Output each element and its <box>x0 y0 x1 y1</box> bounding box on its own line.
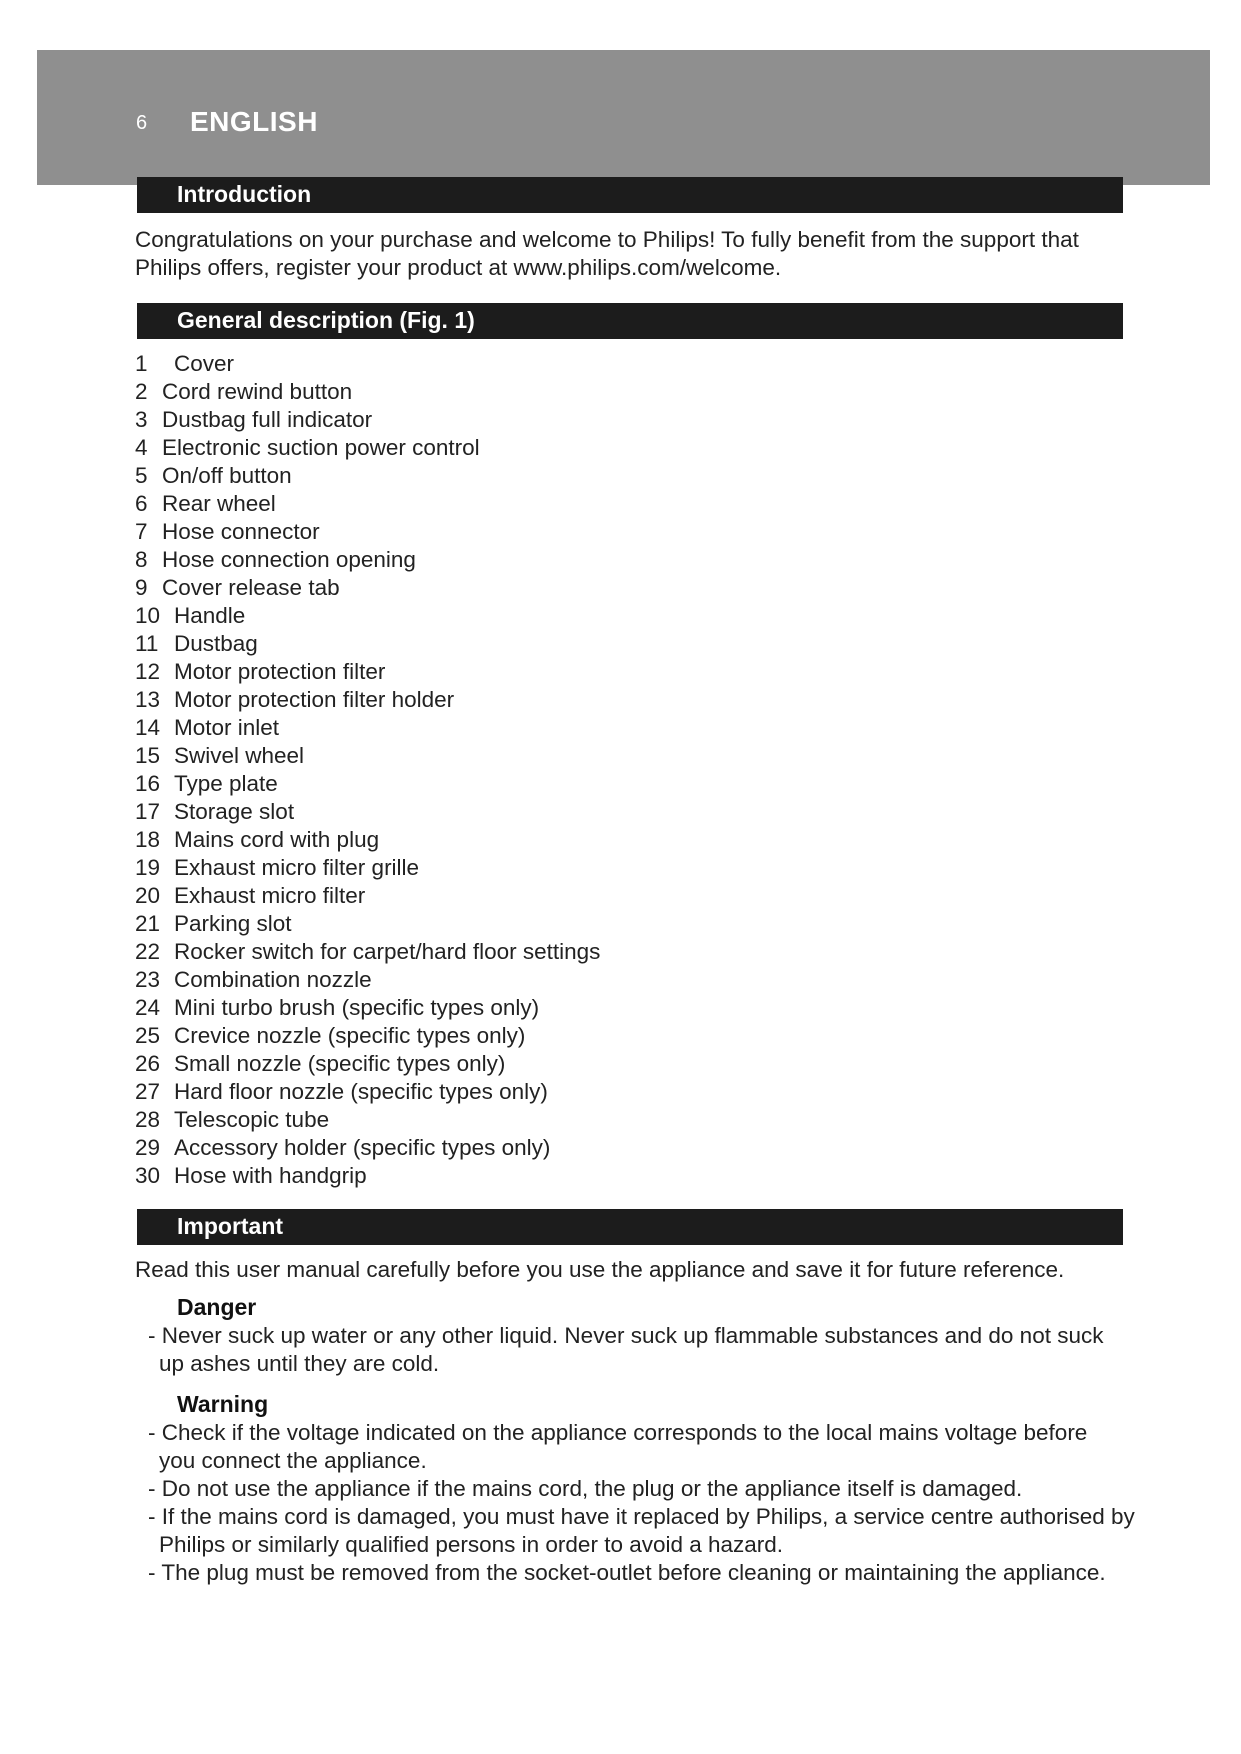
list-item-number: 26 <box>135 1051 161 1076</box>
warning-bullet-3-line-2: Philips or similarly qualified persons in order to avoid a hazard. <box>159 1532 784 1557</box>
parts-list <box>135 350 600 1190</box>
list-item-number: 14 <box>135 715 161 740</box>
list-item <box>135 1022 600 1050</box>
list-item-label: Motor protection filter <box>174 659 386 684</box>
list-item <box>135 798 600 826</box>
list-item-label: Motor protection filter holder <box>174 687 455 712</box>
list-item-number: 4 <box>135 435 148 460</box>
list-item-number: 12 <box>135 659 161 684</box>
list-item-label: Hose with handgrip <box>174 1163 367 1188</box>
warning-bullet-1 <box>148 1419 1145 1475</box>
list-item-label: Dustbag <box>174 631 258 656</box>
list-item-label: Telescopic tube <box>174 1107 330 1132</box>
list-item <box>135 378 600 406</box>
list-item <box>135 1134 600 1162</box>
list-item-number: 18 <box>135 827 161 852</box>
list-item-number: 15 <box>135 743 161 768</box>
list-item-number: 10 <box>135 603 161 628</box>
list-item-label: Storage slot <box>174 799 295 824</box>
list-item <box>135 854 600 882</box>
danger-bullet-line-2: up ashes until they are cold. <box>159 1351 440 1376</box>
list-item-number: 11 <box>135 631 159 656</box>
list-item-label: On/off button <box>162 463 292 488</box>
page-number: 6 <box>136 112 148 134</box>
list-item <box>135 462 600 490</box>
warning-bullet-3-line-1: - If the mains cord is damaged, you must have it replaced by Philips, a service centre authorised by <box>148 1504 1135 1529</box>
list-item-label: Small nozzle (specific types only) <box>174 1051 506 1076</box>
list-item-label: Crevice nozzle (specific types only) <box>174 1023 526 1048</box>
list-item-label: Hose connector <box>162 519 320 544</box>
list-item <box>135 882 600 910</box>
list-item-label: Exhaust micro filter <box>174 883 366 908</box>
danger-heading: Danger <box>177 1294 257 1320</box>
list-item <box>135 574 600 602</box>
list-item-label: Dustbag full indicator <box>162 407 373 432</box>
list-item-label: Accessory holder (specific types only) <box>174 1135 551 1160</box>
danger-bullet-line-1: - Never suck up water or any other liquid. Never suck up flammable substances and do not suck <box>148 1323 1104 1348</box>
list-item-label: Parking slot <box>174 911 292 936</box>
list-item-label: Hard floor nozzle (specific types only) <box>174 1079 548 1104</box>
list-item <box>135 742 600 770</box>
warning-bullet-3 <box>148 1503 1145 1559</box>
list-item-label: Hose connection opening <box>162 547 416 572</box>
list-item-number: 9 <box>135 575 148 600</box>
list-item-number: 21 <box>135 911 161 936</box>
list-item-number: 5 <box>135 463 148 488</box>
list-item <box>135 938 600 966</box>
list-item <box>135 518 600 546</box>
danger-bullet <box>148 1322 1145 1378</box>
list-item-number: 28 <box>135 1107 161 1132</box>
list-item-label: Exhaust micro filter grille <box>174 855 420 880</box>
list-item-number: 19 <box>135 855 161 880</box>
list-item-label: Motor inlet <box>174 715 280 740</box>
list-item <box>135 434 600 462</box>
list-item <box>135 630 600 658</box>
list-item-number: 30 <box>135 1163 161 1188</box>
list-item <box>135 910 600 938</box>
introduction-line-1: Congratulations on your purchase and welcome to Philips! To fully benefit from the support that <box>135 227 1079 252</box>
list-item-number: 25 <box>135 1023 161 1048</box>
warning-bullet-1-line-2: you connect the appliance. <box>159 1448 427 1473</box>
section-title-important: Important <box>177 1213 284 1239</box>
warning-bullet-2: - Do not use the appliance if the mains cord, the plug or the appliance itself is damaged. <box>148 1476 1023 1501</box>
list-item-number: 29 <box>135 1135 161 1160</box>
warning-bullet-1-line-1: - Check if the voltage indicated on the appliance corresponds to the local mains voltage before <box>148 1420 1088 1445</box>
list-item-number: 24 <box>135 995 161 1020</box>
introduction-line-2: Philips offers, register your product at www.philips.com/welcome. <box>135 255 782 280</box>
list-item-number: 1 <box>135 351 148 376</box>
list-item-label: Handle <box>174 603 246 628</box>
section-title-general-description: General description (Fig. 1) <box>177 307 475 333</box>
list-item-label: Mains cord with plug <box>174 827 380 852</box>
list-item-label: Mini turbo brush (specific types only) <box>174 995 540 1020</box>
list-item-number: 20 <box>135 883 161 908</box>
list-item <box>135 826 600 854</box>
list-item <box>135 1106 600 1134</box>
list-item-label: Electronic suction power control <box>162 435 480 460</box>
list-item <box>135 406 600 434</box>
list-item <box>135 546 600 574</box>
list-item-label: Cord rewind button <box>162 379 353 404</box>
list-item-number: 22 <box>135 939 161 964</box>
section-bar-important <box>137 1209 1123 1245</box>
list-item <box>135 770 600 798</box>
important-intro: Read this user manual carefully before you use the appliance and save it for future reference. <box>135 1257 1065 1282</box>
list-item-number: 8 <box>135 547 148 572</box>
list-item <box>135 994 600 1022</box>
list-item-label: Cover <box>174 351 235 376</box>
list-item-number: 13 <box>135 687 161 712</box>
warning-heading: Warning <box>177 1391 269 1417</box>
list-item-number: 23 <box>135 967 161 992</box>
list-item-number: 16 <box>135 771 161 796</box>
list-item-label: Combination nozzle <box>174 967 372 992</box>
list-item-number: 3 <box>135 407 148 432</box>
list-item-label: Type plate <box>174 771 278 796</box>
section-bar-introduction <box>137 177 1123 213</box>
list-item-number: 6 <box>135 491 148 516</box>
language-heading: ENGLISH <box>190 106 318 137</box>
list-item-number: 2 <box>135 379 148 404</box>
section-bar-general-description <box>137 303 1123 339</box>
list-item <box>135 966 600 994</box>
list-item <box>135 686 600 714</box>
list-item <box>135 602 600 630</box>
list-item <box>135 714 600 742</box>
list-item <box>135 1078 600 1106</box>
list-item <box>135 1050 600 1078</box>
list-item <box>135 490 600 518</box>
introduction-text <box>135 226 1125 282</box>
list-item-label: Swivel wheel <box>174 743 305 768</box>
list-item-number: 27 <box>135 1079 161 1104</box>
list-item-label: Rear wheel <box>162 491 276 516</box>
list-item <box>135 1162 600 1190</box>
list-item <box>135 658 600 686</box>
list-item-number: 7 <box>135 519 148 544</box>
warning-bullet-4: - The plug must be removed from the socket-outlet before cleaning or maintaining the appliance. <box>148 1560 1106 1585</box>
list-item <box>135 350 600 378</box>
list-item-number: 17 <box>135 799 161 824</box>
list-item-label: Cover release tab <box>162 575 340 600</box>
section-title-introduction: Introduction <box>177 181 312 207</box>
list-item-label: Rocker switch for carpet/hard floor settings <box>174 939 601 964</box>
